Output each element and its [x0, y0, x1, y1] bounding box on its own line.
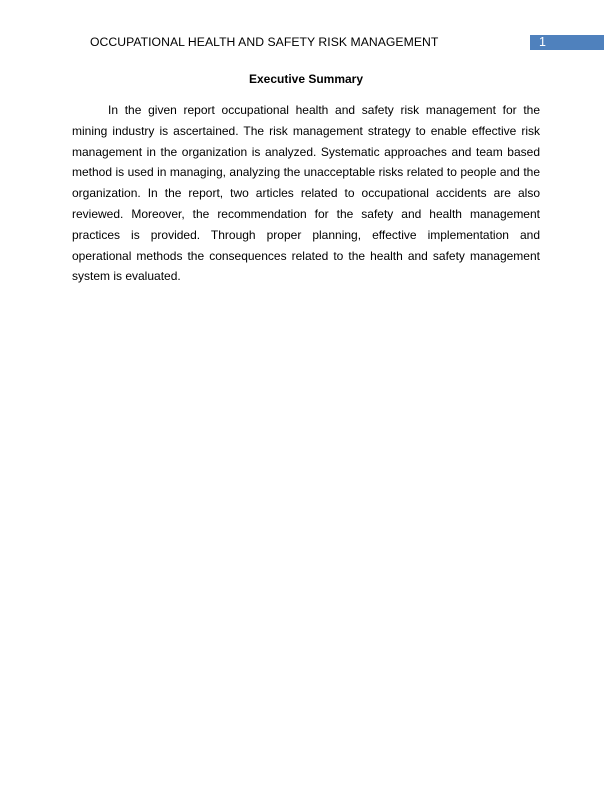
page-number-box — [530, 35, 604, 50]
summary-paragraph: In the given report occupational health and safety risk management for the mining industry is ascertained. The risk management strategy to enable effective risk management in the organization is analyzed. Systematic approaches and team based method is used in managing, analyzing the unacceptable risks related to people and the organization. In the report, two articles related to occupational accidents are also reviewed. Moreover, the recommendation for the safety and health management practices is provided. Through proper planning, effective implementation and operational methods the consequences related to the health and safety management system is evaluated. — [72, 103, 540, 284]
running-head: OCCUPATIONAL HEALTH AND SAFETY RISK MANAGEMENT — [90, 35, 439, 49]
page-number: 1 — [539, 35, 546, 49]
section-heading: Executive Summary — [248, 72, 364, 86]
